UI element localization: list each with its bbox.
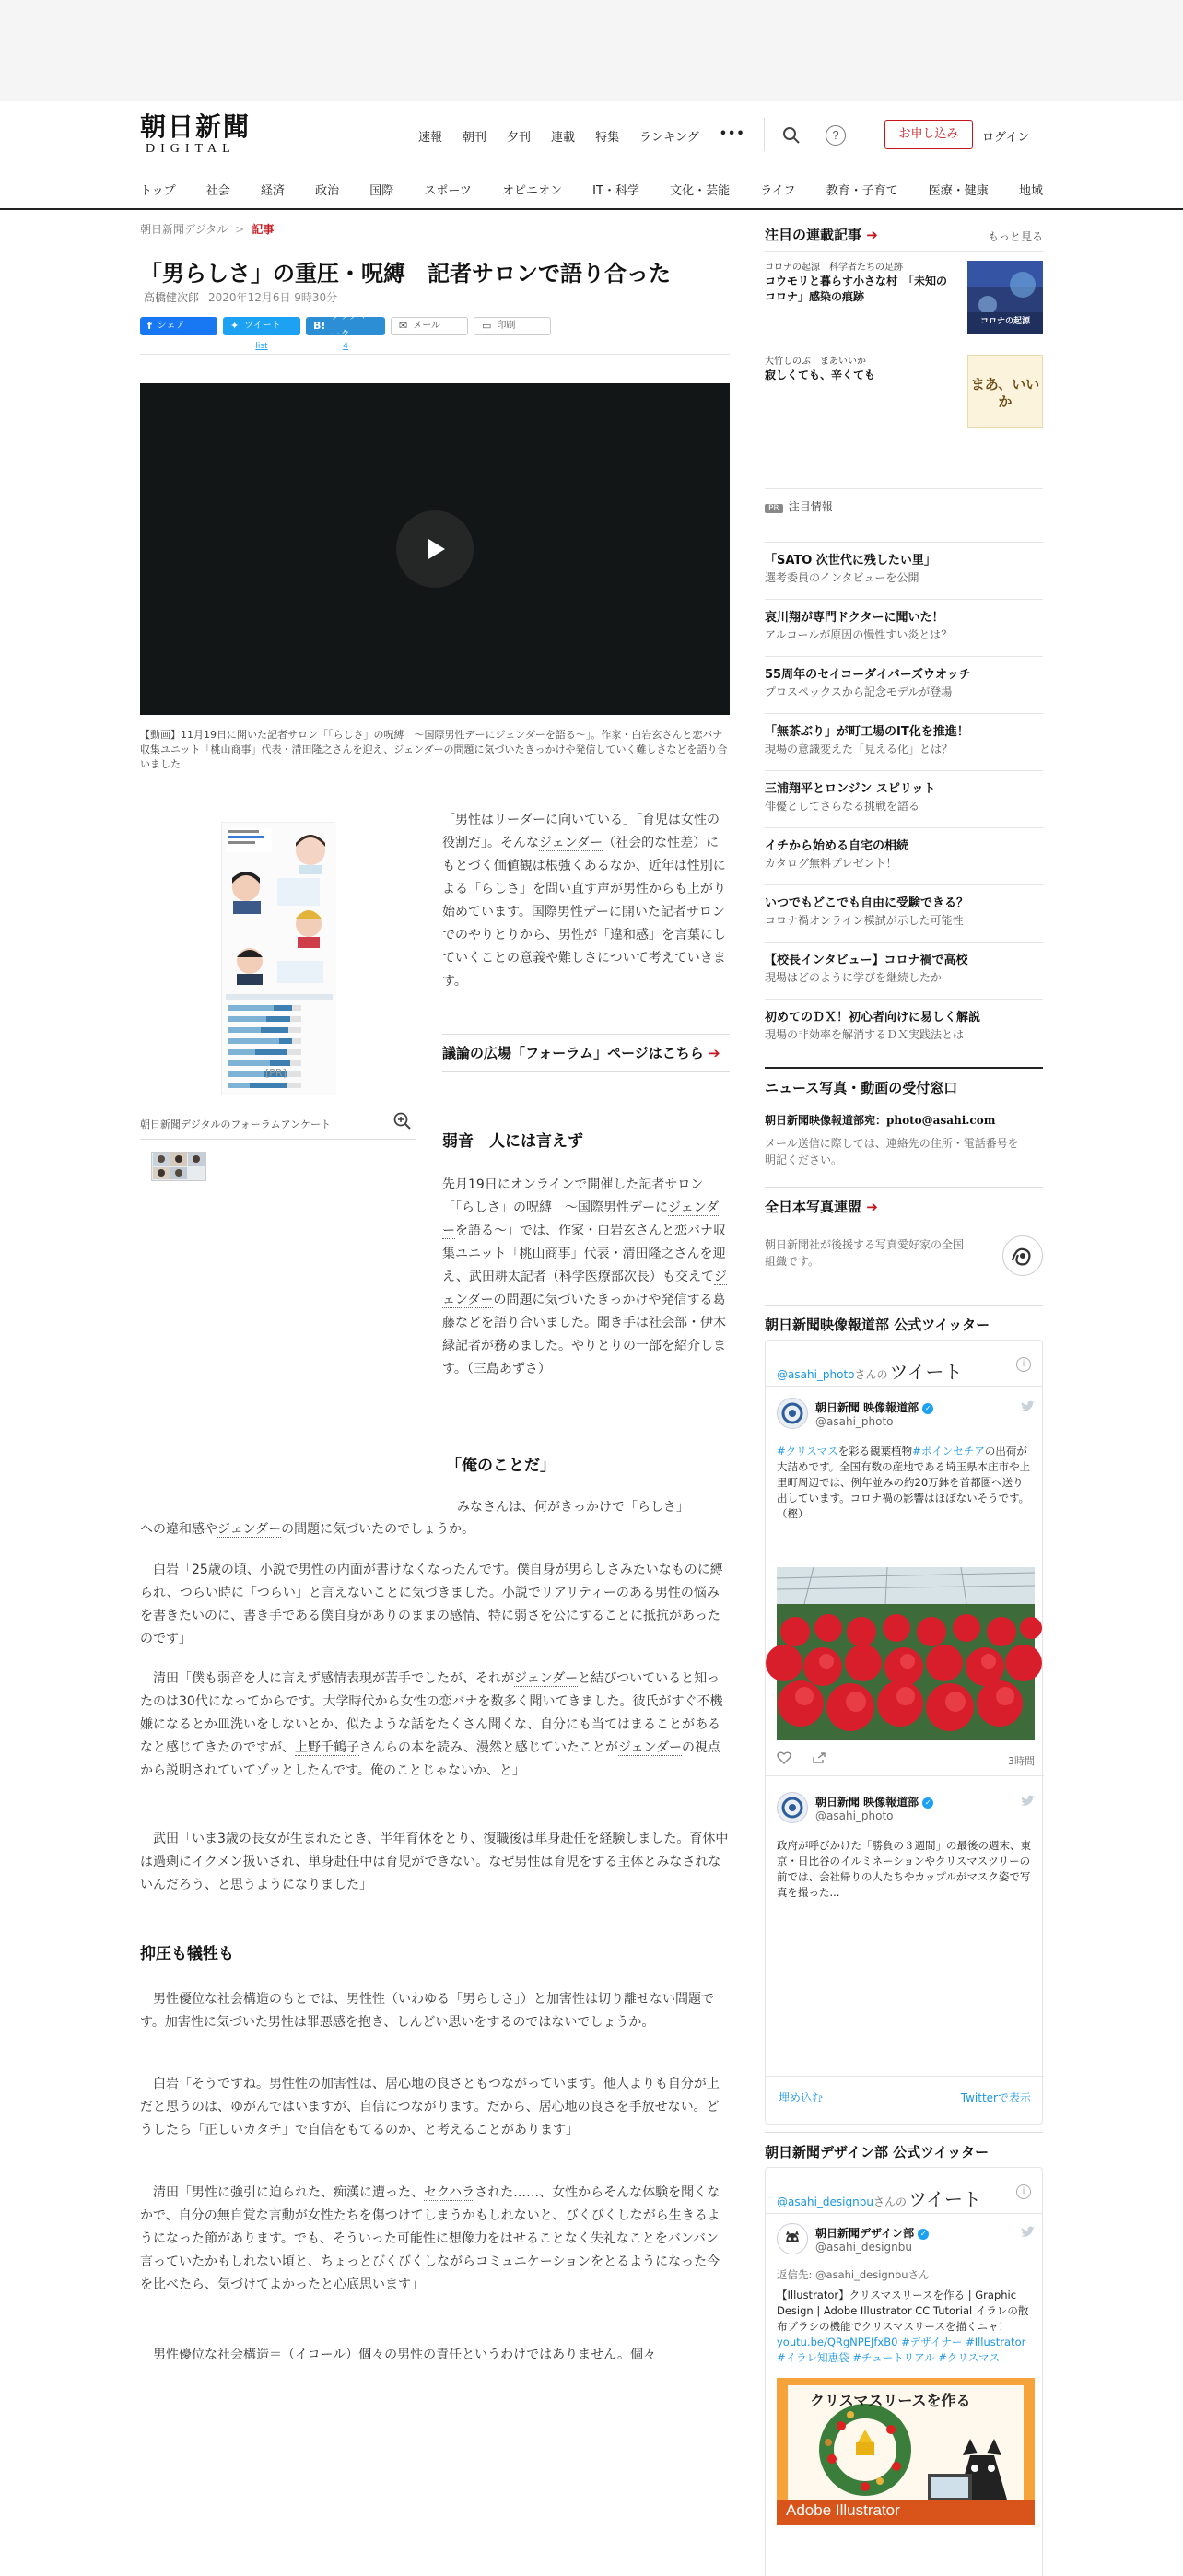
forum-link[interactable] bbox=[442, 1034, 730, 1072]
tweet-text bbox=[777, 2288, 1033, 2366]
pr-desc: アルコールが原因の慢性すい炎とは？ bbox=[765, 628, 953, 641]
series-thumb-text: まあ、いいか bbox=[970, 376, 1040, 410]
tweet-profile[interactable] bbox=[777, 1398, 1035, 1434]
tw1-section-head bbox=[765, 1305, 1043, 1332]
arrow-right-icon: ➔ bbox=[866, 227, 878, 243]
print-label: 印刷 bbox=[497, 321, 516, 331]
facebook-share-button[interactable] bbox=[140, 317, 217, 335]
pr-title: 哀川翔が専門ドクターに聞いた！ bbox=[765, 611, 944, 625]
byline bbox=[144, 289, 337, 305]
tweet-time[interactable]: 3時間 bbox=[1008, 1755, 1035, 1767]
twitter-timeline-design bbox=[765, 2167, 1043, 2576]
tweet-profile[interactable] bbox=[777, 2223, 1035, 2256]
pr-title: いつでもどこでも自由に受験できる？ bbox=[765, 896, 969, 910]
hatena-bookmark-button[interactable] bbox=[306, 311, 385, 351]
section-heading-weakness: 弱音 人には言えず bbox=[442, 1132, 583, 1151]
paragraph-2b bbox=[140, 1518, 730, 1541]
hatena-icon: B! bbox=[313, 320, 326, 332]
pr-item[interactable] bbox=[765, 942, 1043, 986]
series-thumb-text: コロナの起源 bbox=[979, 317, 1030, 326]
category-nav bbox=[140, 170, 1043, 208]
share-divider bbox=[140, 354, 730, 355]
tweet-author-handle: @asahi_photo bbox=[815, 1415, 894, 1428]
timeline-account[interactable] bbox=[777, 1357, 963, 1384]
subscribe-button[interactable]: お申し込み bbox=[884, 120, 973, 149]
tweet-author-name-text: 朝日新聞デザイン部 bbox=[815, 2227, 915, 2240]
pr-item[interactable] bbox=[765, 827, 1043, 872]
help-icon[interactable]: ? bbox=[826, 125, 846, 146]
cat-culture[interactable]: 文化・芸能 bbox=[670, 184, 731, 198]
pr-heading bbox=[765, 488, 1043, 514]
pr-item[interactable] bbox=[765, 713, 1043, 757]
pr-title: 初めてのＤＸ！初心者向けに易しく解説 bbox=[765, 1011, 981, 1025]
mail-share-button[interactable] bbox=[391, 317, 468, 335]
tweet-author-handle: @asahi_designbu bbox=[815, 2241, 912, 2254]
pr-title: 「無茶ぶり」が町工場のIT化を推進！ bbox=[765, 725, 969, 739]
p4-text-1: 清田「僕も弱音を人に言えず感情表現が苦手でしたが、それが bbox=[153, 1671, 514, 1686]
section-heading-oppression: 抑圧も犠牲も bbox=[140, 1945, 234, 1963]
series-heading-text: 注目の連載記事 bbox=[765, 227, 862, 243]
nav-series[interactable]: 連載 bbox=[551, 131, 576, 145]
forum-survey-image[interactable] bbox=[221, 822, 335, 1095]
photo-union-section bbox=[765, 1187, 1043, 1305]
p4-text-3: さんらの本を読み、漫然と感じていたことが bbox=[359, 1740, 618, 1755]
avatar[interactable] bbox=[777, 1398, 808, 1429]
cat-opinion[interactable]: オピニオン bbox=[502, 184, 563, 198]
paragraph-3: 白岩「25歳の頃、小説で男性の内面が書けなくなったんです。僕自身が男らしさみたいなものに縛られ、つらい時に「つらい」と言えないことに気づきました。小説でリアリティーのある男性の悩みを書きたいのに、書き手である僕自身がありのままの感情、特に弱さを公にすることに抵抗があったのです」 bbox=[140, 1563, 723, 1646]
pr-title: 「SATO 次世代に残したい里」 bbox=[765, 554, 936, 568]
pr-item[interactable] bbox=[765, 599, 1043, 643]
news-photo-desc: メール送信に際しては、連絡先の住所・電話番号を明記ください。 bbox=[765, 1137, 1019, 1166]
tweet-author-name-text: 朝日新聞 映像報道部 bbox=[815, 1796, 919, 1809]
pr-desc: 選考委員のインタビューを公開 bbox=[765, 571, 919, 584]
timeline-account[interactable] bbox=[777, 2184, 981, 2211]
nav-breaking[interactable]: 速報 bbox=[418, 131, 443, 145]
timeline-tweets-label: ツイート bbox=[889, 1361, 963, 1383]
timeline-header bbox=[766, 1341, 1042, 1387]
hatena-count[interactable]: 4 bbox=[343, 342, 348, 351]
tw2-section-head bbox=[765, 2132, 1043, 2160]
cat-society[interactable]: 社会 bbox=[205, 184, 230, 198]
pr-desc: 俳優としてさらなる挑戦を語る bbox=[765, 800, 920, 813]
series-item[interactable] bbox=[765, 345, 1043, 439]
logo-sub: DIGITAL bbox=[146, 142, 236, 156]
video-caption: 【動画】11月19日に開いた記者サロン「「らしさ」の呪縛 ～国際男性デーにジェンダーを語る～」。作家・白岩玄さんと恋バナ収集ユニット「桃山商事」代表・清田隆之さんを迎え、ジェンダーの問題に気づいたきっかけや発信していく難しさなどを語り合いました bbox=[140, 729, 728, 770]
intro-paragraph bbox=[442, 809, 730, 993]
tweet-text-part: 【Illustrator】クリスマスリースを作る | Graphic Design | Adobe Illustrator CC Tutorial イラレの散布ブラシの機能でクリスマスリースを描くニャ！ bbox=[777, 2289, 1029, 2333]
keyword-ueno-link[interactable]: 上野千鶴子 bbox=[295, 1740, 359, 1755]
twitter-bird-icon[interactable] bbox=[1020, 1794, 1035, 1807]
series-kicker: コロナの起源 科学者たちの足跡 bbox=[765, 263, 903, 273]
photo-union-heading[interactable] bbox=[765, 1188, 1043, 1216]
keyword-gender-link[interactable]: ジェンダー bbox=[514, 1671, 579, 1686]
pr-title: イチから始める自宅の相続 bbox=[765, 839, 909, 853]
paragraph-8 bbox=[140, 2182, 730, 2297]
pr-title: 55周年のセイコーダイバーズウオッチ bbox=[765, 668, 971, 682]
hashtag-link[interactable]: #デザイナー #Illustrator #イラレ知恵袋 #チュートリアル #クリスマス bbox=[777, 2336, 1026, 2364]
pr-desc: プロスペックスから記念モデルが登場 bbox=[765, 685, 953, 698]
hatena-label: ブックマーク bbox=[331, 311, 368, 340]
tweet-divider bbox=[766, 1775, 1044, 1776]
tweet-author-name bbox=[815, 2225, 929, 2241]
verified-icon: ✓ bbox=[922, 1797, 933, 1809]
series-title: コウモリと暮らす小さな村 「未知のコロナ」感染の痕跡 bbox=[765, 275, 948, 303]
series-heading[interactable] bbox=[765, 225, 878, 244]
verified-icon: ✓ bbox=[918, 2229, 929, 2240]
tweet-text bbox=[777, 1444, 1033, 1522]
photo-union-desc: 朝日新聞社が後援する写真愛好家の全国組織です。 bbox=[765, 1238, 965, 1268]
news-photo-section bbox=[765, 1067, 1043, 1187]
arrow-right-icon: ➔ bbox=[709, 1045, 720, 1061]
keyword-gender-link[interactable]: ジェンダー bbox=[442, 1270, 727, 1307]
site-header bbox=[140, 101, 1043, 170]
series-item[interactable] bbox=[765, 251, 1043, 345]
tweet-text: 政府が呼びかけた「勝負の３週間」の最後の週末、東京・日比谷のイルミネーションやクリスマスツリーの前では、会社帰りの人たちやカップルがマスク姿で写真を撮った... bbox=[777, 1839, 1031, 1899]
publish-date: 2020年12月6日 9時30分 bbox=[208, 291, 338, 304]
keyword-gender-link[interactable]: ジェンダー bbox=[217, 1522, 282, 1537]
p1-text-3: の問題に気づいたきっかけや発信する葛藤などを語り合いました。聞き手は社会部・伊木緑記者が務めました。やりとりの一部を紹介します。（三島あずさ） bbox=[442, 1293, 726, 1376]
section-heading-mine: 「俺のことだ」 bbox=[446, 1457, 556, 1475]
timeline-header bbox=[766, 2168, 1042, 2214]
pr-label: [PR] bbox=[265, 1067, 287, 1079]
nav-ranking[interactable]: ランキング bbox=[639, 131, 699, 145]
cat-health[interactable]: 医療・健康 bbox=[928, 184, 989, 198]
series-more-link[interactable]: もっと見る bbox=[987, 230, 1043, 243]
hashtag-link[interactable]: #クリスマス bbox=[777, 1445, 838, 1458]
breadcrumb-home[interactable]: 朝日新聞デジタル bbox=[140, 223, 228, 236]
paragraph-1 bbox=[442, 1174, 730, 1381]
tweet-url-link[interactable]: youtu.be/QRgNPEJfxB0 bbox=[777, 2336, 898, 2348]
hashtag-link[interactable]: #ポインセチア bbox=[912, 1445, 985, 1458]
reply-to[interactable]: 返信先: @asahi_designbuさん bbox=[777, 2268, 930, 2281]
keyword-sexual-harassment-link[interactable]: セクハラ bbox=[424, 2185, 475, 2200]
news-photo-heading: ニュース写真・動画の受付窓口 bbox=[765, 1080, 958, 1096]
twitter-timeline-photo bbox=[765, 1340, 1043, 2125]
tw1-heading: 朝日新聞映像報道部 公式ツイッター bbox=[765, 1317, 990, 1333]
cat-life[interactable]: ライフ bbox=[760, 184, 796, 198]
keyword-gender-link[interactable]: ジェンダー bbox=[617, 1740, 683, 1755]
pr-item[interactable] bbox=[765, 999, 1043, 1043]
pr-desc: コロナ禍オンライン模試が示した可能性 bbox=[765, 914, 964, 927]
facebook-share-label: シェア bbox=[157, 321, 185, 331]
pr-title: 【校長インタビュー】コロナ禍で高校 bbox=[765, 954, 968, 967]
cat-politics[interactable]: 政治 bbox=[315, 184, 340, 198]
nav-underline bbox=[0, 208, 1183, 210]
tweet-text-part: を彩る観葉植物 bbox=[837, 1445, 913, 1458]
video-player[interactable] bbox=[140, 383, 730, 715]
logo-main: 朝日新聞 bbox=[140, 111, 252, 142]
p4-text-2: と結びついていると知ったのは30代になってからです。大学時代から女性の恋バナを数多く聞いてきました。彼氏がすぐ不機嫌になるとか皿洗いをしないとか、似たような話をたくさん聞くな、自分にも当てはまることがあるなと感じてきたのですが、 bbox=[140, 1671, 723, 1755]
header-nav bbox=[418, 127, 745, 145]
site-logo[interactable] bbox=[140, 112, 260, 157]
mail-icon: ✉ bbox=[399, 320, 408, 332]
share-icon[interactable] bbox=[812, 1751, 826, 1767]
pr-heading-text: 注目情報 bbox=[788, 500, 833, 513]
p8-text-1: 清田「男性に強引に迫られた、痴漢に遭った、 bbox=[153, 2185, 424, 2200]
info-icon[interactable]: i bbox=[1016, 1357, 1031, 1372]
print-button[interactable] bbox=[474, 317, 551, 335]
search-icon[interactable] bbox=[781, 125, 802, 146]
pr-item[interactable] bbox=[765, 884, 1043, 929]
cat-economy[interactable]: 経済 bbox=[260, 184, 285, 198]
p8-text-2: された……、女性からそんな体験を聞くなかで、自分の無自覚な言動が女性たちを傷つけてしまうかもしれないと、びくびくしながら生きるようになった節があります。でも、そういった可能性に想像力をはせることなく失礼なことをバンバン言っていたかもしれない頃と、ちょっとびくびくしながらコミュニケーションをとるようになった今を比べたら、気づけてよかったと心底思います」 bbox=[140, 2185, 720, 2292]
author-link[interactable]: 高橋健次郎 bbox=[144, 291, 200, 304]
twitter-bird-icon[interactable] bbox=[1020, 1399, 1035, 1412]
header-divider bbox=[764, 118, 765, 151]
breadcrumb-current: 記事 bbox=[252, 223, 275, 236]
tweet-author-name bbox=[815, 1399, 933, 1415]
card-title: クリスマスリースを作る bbox=[810, 2392, 971, 2409]
series-title: 寂しくても、辛くても bbox=[765, 369, 876, 381]
p2b-text-1: への違和感や bbox=[140, 1522, 217, 1537]
timeline-footer bbox=[766, 2076, 1044, 2116]
pr-desc: 現場の意識変えた「見える化」とは？ bbox=[765, 743, 954, 755]
pr-item[interactable] bbox=[765, 542, 1043, 586]
tw2-heading: 朝日新聞デザイン部 公式ツイッター bbox=[765, 2144, 990, 2160]
cat-local[interactable]: 地域 bbox=[1018, 184, 1043, 198]
tweet-author-name bbox=[815, 1794, 933, 1809]
heart-icon[interactable] bbox=[777, 1751, 791, 1767]
pr-desc: 現場はどのように学びを継続したか bbox=[765, 971, 943, 984]
breadcrumb bbox=[140, 221, 274, 237]
photo-union-logo[interactable] bbox=[1002, 1235, 1043, 1276]
pr-title: 三浦翔平とロンジン スピリット bbox=[765, 782, 936, 796]
article-title: 「男らしさ」の重圧・呪縛 記者サロンで語り合った bbox=[140, 261, 671, 287]
keyword-gender-link[interactable]: ジェンダー bbox=[539, 836, 603, 850]
intro-text-1: 「男性はリーダーに向いている」「育児は女性の役割だ」。そんな bbox=[442, 813, 720, 850]
more-menu-button[interactable]: ••• bbox=[719, 127, 745, 141]
intro-text-2: （社会的な性差）にもとづく価値観は根強くあるなか、近年は性別による「らしさ」を問い直す声が男性からも上がり始めています。国際男性デーに開いた記者サロンでのやりとりから、男性が「違和感」を言葉にしていくことの意義や難しさについて考えていきます。 bbox=[442, 836, 726, 989]
zoom-icon[interactable] bbox=[392, 1111, 413, 1131]
tweet-author-name-text: 朝日新聞 映像報道部 bbox=[815, 1401, 919, 1414]
paragraph-2a: みなさんは、何がきっかけで「らしさ」 bbox=[457, 1500, 689, 1515]
p1-text-1: 先月19日にオンラインで開催した記者サロン「「らしさ」の呪縛 ～国際男性デーに bbox=[442, 1177, 704, 1215]
series-thumbnail bbox=[967, 261, 1043, 334]
twitter-share-label: ツイート bbox=[244, 321, 281, 331]
series-kicker: 大竹しのぶ まあいいか bbox=[765, 357, 866, 367]
timeline-handle: @asahi_designbu bbox=[777, 2195, 873, 2208]
print-icon: ▭ bbox=[482, 320, 492, 332]
nav-special[interactable]: 特集 bbox=[595, 131, 620, 145]
play-icon[interactable] bbox=[396, 510, 474, 588]
verified-icon: ✓ bbox=[922, 1403, 933, 1414]
series-thumbnail bbox=[967, 355, 1043, 428]
keyword-gender-link[interactable]: ジェンダー bbox=[442, 1200, 720, 1238]
twitter-bird-icon: ✦ bbox=[230, 320, 240, 332]
avatar[interactable] bbox=[777, 2223, 808, 2254]
nav-evening[interactable]: 夕刊 bbox=[507, 131, 532, 145]
share-bar bbox=[140, 311, 551, 351]
paragraph-5: 武田「いま3歳の長女が生まれたとき、半年育休をとり、復職後は単身赴任を経験しました。育休中は過剰にイクメン扱いされ、単身赴任中は育児ができない。なぜ男性は育児をする主体とみなされないんだろう、と思うようになりました」 bbox=[140, 1832, 729, 1892]
info-icon[interactable]: i bbox=[1016, 2184, 1031, 2199]
cat-international[interactable]: 国際 bbox=[369, 184, 394, 198]
video-thumbnail[interactable] bbox=[151, 1152, 206, 1181]
figure-caption: 朝日新聞デジタルのフォーラムアンケート bbox=[140, 1117, 416, 1140]
twitter-bird-icon[interactable] bbox=[1020, 2225, 1035, 2238]
facebook-icon: f bbox=[147, 320, 152, 332]
top-ad-band bbox=[0, 0, 1183, 101]
timeline-san: さんの bbox=[854, 1368, 888, 1381]
mail-label: メール bbox=[413, 321, 441, 331]
pr-desc: カタログ無料プレゼント！ bbox=[765, 857, 897, 870]
arrow-right-icon: ➔ bbox=[866, 1199, 878, 1215]
p2b-text-2: の問題に気づいたのでしょうか。 bbox=[281, 1522, 475, 1537]
timeline-tweets-label: ツイート bbox=[908, 2188, 981, 2210]
forum-link-text: 議論の広場「フォーラム」ページはこちら bbox=[442, 1045, 704, 1061]
paragraph-6: 男性優位な社会構造のもとでは、男性性（いわゆる「男らしさ」）と加害性は切り離せない問題です。加害性に気づいた男性は罪悪感を抱き、しんどい思いをするのではないでしょうか。 bbox=[140, 1992, 714, 2030]
pr-desc: 現場の非効率を解消するＤＸ実践法とは bbox=[765, 1028, 965, 1041]
tweet-photo-poinsettia[interactable] bbox=[777, 1567, 1035, 1740]
twitter-share-button[interactable] bbox=[223, 317, 300, 351]
view-on-twitter-link[interactable]: Twitterで表示 bbox=[960, 2091, 1031, 2104]
paragraph-4 bbox=[140, 1668, 730, 1783]
news-photo-email[interactable]: 朝日新聞映像報道部宛：photo@asahi.com bbox=[765, 1114, 996, 1127]
p1-text-2: を語る～」では、作家・白岩玄さんと恋バナ収集ユニット「桃山商事」代表・清田隆之さんを迎え、武田耕太記者（科学医療部次長）も交えて bbox=[442, 1224, 726, 1284]
breadcrumb-separator: > bbox=[235, 223, 245, 236]
login-button[interactable]: ログイン bbox=[982, 131, 1030, 145]
tweet-author-handle: @asahi_photo bbox=[815, 1809, 894, 1822]
paragraph-7: 白岩「そうですね。男性性の加害性は、居心地の良さともつながっています。他人よりも自分が上だと思うのは、ゆがんではいますが、自信につながります。だから、居心地の良さを手放せない。どうしたら「正しいカタチ」で自信をもてるのか、と考えることがあります」 bbox=[140, 2077, 720, 2137]
cat-education[interactable]: 教育・子育て bbox=[826, 184, 898, 198]
paragraph-9: 男性優位な社会構造＝（イコール）個々の男性の責任というわけではありません。個々 bbox=[153, 2348, 656, 2362]
pr-badge: PR bbox=[765, 504, 783, 513]
photo-union-heading-text: 全日本写真連盟 bbox=[765, 1199, 862, 1215]
tweet-profile[interactable] bbox=[777, 1792, 1035, 1829]
pr-item[interactable] bbox=[765, 656, 1043, 700]
embed-link[interactable]: 埋め込む bbox=[779, 2091, 824, 2104]
card-brand: Adobe Illustrator bbox=[786, 2501, 900, 2519]
twitter-share-count[interactable]: list bbox=[255, 342, 268, 351]
tweet-card-image[interactable] bbox=[777, 2378, 1035, 2525]
p4-text-4: の視点から説明されていてゾッとしたんです。俺のことじゃないか、と」 bbox=[140, 1740, 721, 1778]
timeline-handle: @asahi_photo bbox=[777, 1368, 855, 1381]
avatar[interactable] bbox=[777, 1792, 808, 1823]
cat-sports[interactable]: スポーツ bbox=[424, 184, 472, 198]
pr-item[interactable] bbox=[765, 770, 1043, 814]
nav-morning[interactable]: 朝刊 bbox=[463, 131, 487, 145]
cat-top[interactable]: トップ bbox=[140, 184, 176, 198]
cat-it-science[interactable]: IT・科学 bbox=[592, 184, 639, 198]
tweet-actions bbox=[777, 1751, 1035, 1770]
timeline-san: さんの bbox=[873, 2195, 907, 2208]
tweet-text-part: の出荷が大詰めです。全国有数の産地である埼玉県本庄市や上里町周辺では、例年並みの約20万鉢を首都圏へ送り出しています。コロナ禍の影響はほぼないそうです。（樫） bbox=[777, 1445, 1031, 1520]
